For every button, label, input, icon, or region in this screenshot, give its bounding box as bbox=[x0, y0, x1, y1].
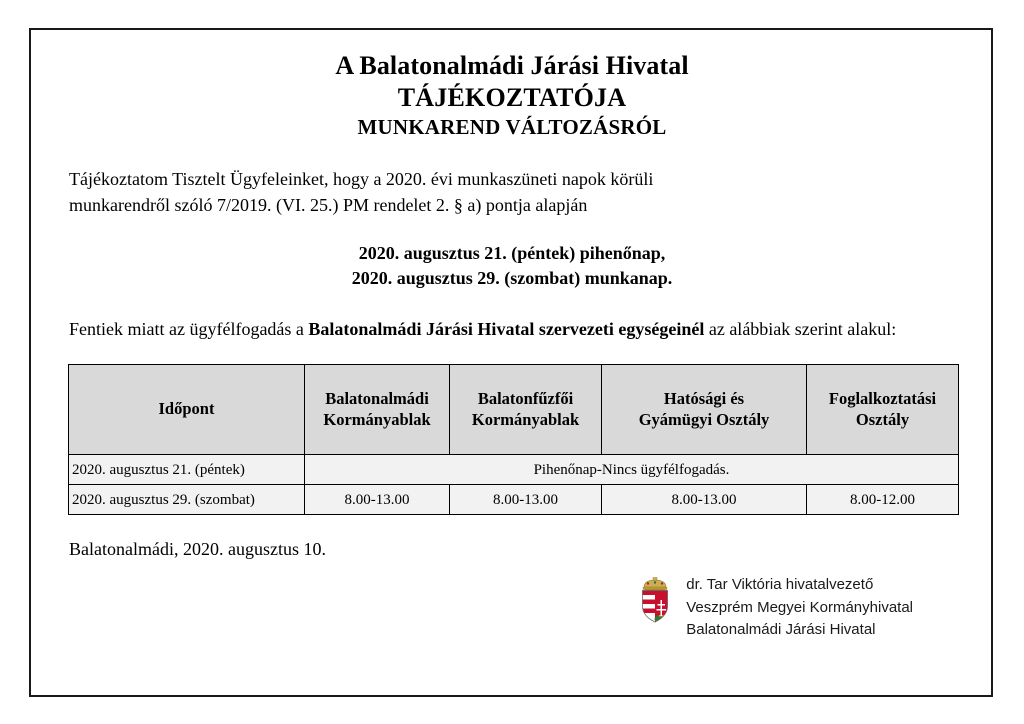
place-and-date: Balatonalmádi, 2020. augusztus 10. bbox=[69, 539, 326, 560]
intro-paragraph-line-1: Tájékoztatom Tisztelt Ügyfeleinket, hogy a 2020. évi munkaszüneti napok körüli bbox=[69, 168, 654, 189]
column-header-hatosagi-gyamugyi-osztaly-l2: Gyámügyi Osztály bbox=[638, 409, 770, 429]
intro-paragraph bbox=[69, 166, 955, 218]
column-header-date bbox=[69, 365, 305, 455]
signature-line-office: Balatonalmádi Járási Hivatal bbox=[686, 621, 876, 639]
column-header-foglalkoztatasi-osztaly bbox=[807, 365, 959, 455]
reason-paragraph-prefix: Fentiek miatt az ügyfélfogadás a bbox=[69, 319, 309, 340]
table-header-row bbox=[69, 365, 959, 455]
key-date-work-day: 2020. augusztus 29. (szombat) munkanap. bbox=[351, 268, 673, 289]
column-header-balatonalmadi-kormanyablak-l2: Kormányablak bbox=[323, 409, 431, 429]
row-merged-note-friday: Pihenőnap-Nincs ügyfélfogadás. bbox=[305, 455, 959, 485]
table-row bbox=[69, 485, 959, 515]
hungarian-coat-of-arms-icon bbox=[638, 577, 672, 623]
signature-block bbox=[69, 574, 955, 642]
row-hours-balatonfuzfoi-kormanyablak: 8.00-13.00 bbox=[450, 485, 602, 515]
key-date-rest-day: 2020. augusztus 21. (péntek) pihenőnap, bbox=[358, 242, 666, 263]
column-header-hatosagi-gyamugyi-osztaly bbox=[602, 365, 807, 455]
column-header-date-l1: Időpont bbox=[158, 399, 215, 419]
signature-line-name: dr. Tar Viktória hivatalvezető bbox=[686, 576, 874, 594]
signature-text bbox=[686, 574, 913, 642]
column-header-foglalkoztatasi-osztaly-l1: Foglalkoztatási bbox=[828, 388, 937, 408]
row-hours-balatonalmadi-kormanyablak: 8.00-13.00 bbox=[305, 485, 450, 515]
column-header-balatonalmadi-kormanyablak bbox=[305, 365, 450, 455]
row-hours-foglalkoztatasi-osztaly: 8.00-12.00 bbox=[807, 485, 959, 515]
reason-paragraph bbox=[69, 316, 955, 342]
signature-line-authority: Veszprém Megyei Kormányhivatal bbox=[686, 598, 913, 616]
table-row bbox=[69, 455, 959, 485]
row-date-friday: 2020. augusztus 21. (péntek) bbox=[69, 455, 305, 485]
heading-line-3: MUNKAREND VÁLTOZÁSRÓL bbox=[357, 115, 667, 140]
reason-paragraph-suffix: az alábbiak szerint alakul: bbox=[704, 319, 897, 340]
column-header-foglalkoztatasi-osztaly-l2: Osztály bbox=[855, 409, 910, 429]
office-hours-table bbox=[68, 364, 959, 515]
heading-line-2: TÁJÉKOZTATÓJA bbox=[397, 82, 627, 112]
schedule-table-container bbox=[69, 364, 955, 515]
document-page-border bbox=[29, 28, 993, 697]
row-hours-hatosagi-gyamugyi-osztaly: 8.00-13.00 bbox=[602, 485, 807, 515]
reason-paragraph-emphasis: Balatonalmádi Járási Hivatal szervezeti egységeinél bbox=[308, 319, 705, 340]
column-header-balatonfuzfoi-kormanyablak-l2: Kormányablak bbox=[471, 409, 580, 429]
document-heading bbox=[69, 50, 955, 142]
row-date-saturday: 2020. augusztus 29. (szombat) bbox=[69, 485, 305, 515]
heading-line-1: A Balatonalmádi Járási Hivatal bbox=[335, 51, 689, 80]
column-header-balatonalmadi-kormanyablak-l1: Balatonalmádi bbox=[325, 388, 429, 408]
column-header-balatonfuzfoi-kormanyablak bbox=[450, 365, 602, 455]
document-content bbox=[69, 50, 955, 642]
column-header-balatonfuzfoi-kormanyablak-l1: Balatonfűzfői bbox=[477, 388, 574, 408]
key-dates-block bbox=[69, 241, 955, 292]
intro-paragraph-line-2: munkarendről szóló 7/2019. (VI. 25.) PM rendelet 2. § a) pontja alapján bbox=[69, 194, 588, 215]
column-header-hatosagi-gyamugyi-osztaly-l1: Hatósági és bbox=[663, 388, 745, 408]
